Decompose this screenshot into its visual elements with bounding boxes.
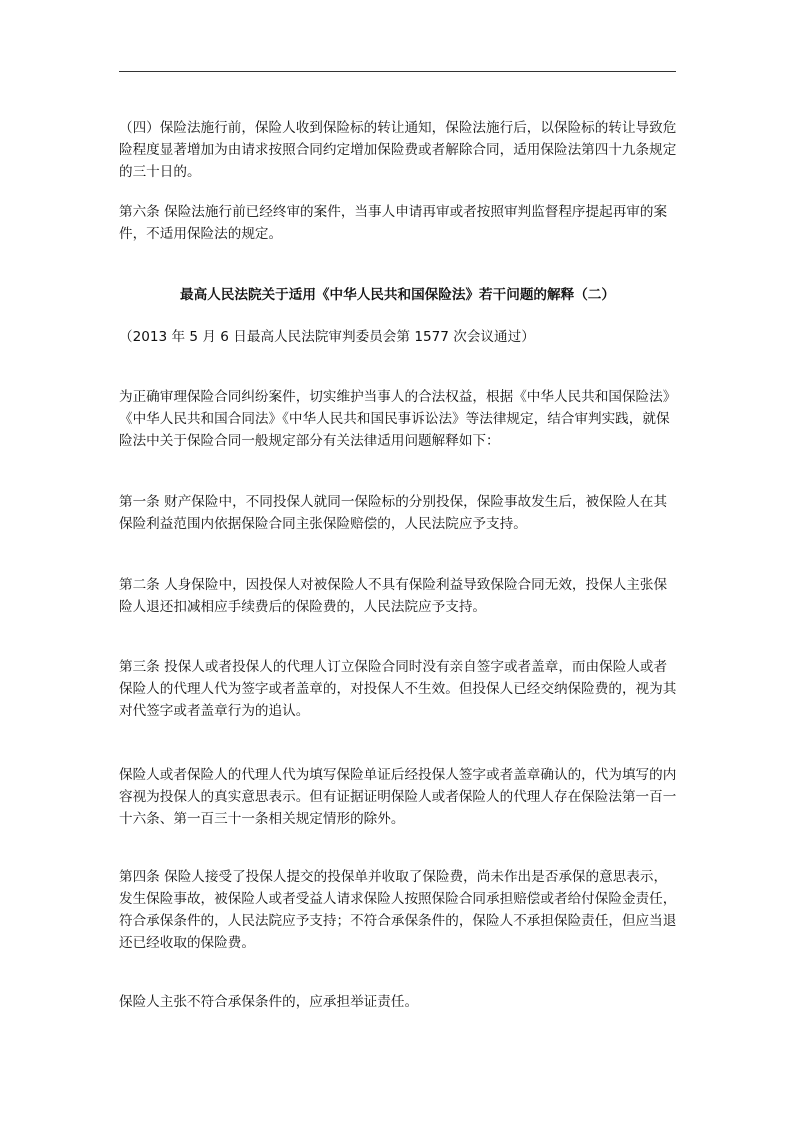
paragraph-article-3-part-2: 保险人或者保险人的代理人代为填写保险单证后经投保人签字或者盖章确认的，代为填写的内容视为投保人的真实意思表示。但有证据证明保险人或者保险人的代理人存在保险法第一百一十六条、第一百三十一条相关规定情形的除外。 <box>119 767 677 827</box>
paragraph-article-4-part-2: 保险人主张不符合承保条件的，应承担举证责任。 <box>119 994 419 1010</box>
document-title: 最高人民法院关于适用《中华人民共和国保险法》若干问题的解释（二） <box>180 287 615 303</box>
paragraph-article-3: 第三条 投保人或者投保人的代理人订立保险合同时没有亲自签字或者盖章，而由保险人或者保险人的代理人代为签字或者盖章的，对投保人不生效。但投保人已经交纳保险费的，视为其对代签字或者盖章行为的追认。 <box>119 659 677 719</box>
paragraph-clause-4: （四）保险法施行前，保险人收到保险标的转让通知，保险法施行后，以保险标的转让导致危险程度显著增加为由请求按照合同约定增加保险费或者解除合同，适用保险法第四十九条规定的三十日的。 <box>119 120 677 180</box>
paragraph-article-6: 第六条 保险法施行前已经终审的案件，当事人申请再审或者按照审判监督程序提起再审的案件，不适用保险法的规定。 <box>119 204 668 242</box>
paragraph-article-1: 第一条 财产保险中，不同投保人就同一保险标的分别投保，保险事故发生后，被保险人在其保险利益范围内依据保险合同主张保险赔偿的，人民法院应予支持。 <box>119 494 668 532</box>
paragraph-preamble: 为正确审理保险合同纠纷案件，切实维护当事人的合法权益，根据《中华人民共和国保险法》《中华人民共和国合同法》《中华人民共和国民事诉讼法》等法律规定，结合审判实践，就保险法中关于保险合同一般规定部分有关法律适用问题解释如下： <box>119 389 677 449</box>
header-rule <box>119 71 676 72</box>
paragraph-article-4: 第四条 保险人接受了投保人提交的投保单并收取了保险费，尚未作出是否承保的意思表示，发生保险事故，被保险人或者受益人请求保险人按照保险合同承担赔偿或者给付保险金责任，符合承保条件的，人民法院应予支持；不符合承保条件的，保险人不承担保险责任，但应当退还已经收取的保险费。 <box>119 869 677 951</box>
document-subtitle: （2013 年 5 月 6 日最高人民法院审判委员会第 1577 次会议通过） <box>119 329 535 345</box>
paragraph-article-2: 第二条 人身保险中，因投保人对被保险人不具有保险利益导致保险合同无效，投保人主张保险人退还扣减相应手续费后的保险费的，人民法院应予支持。 <box>119 577 668 615</box>
